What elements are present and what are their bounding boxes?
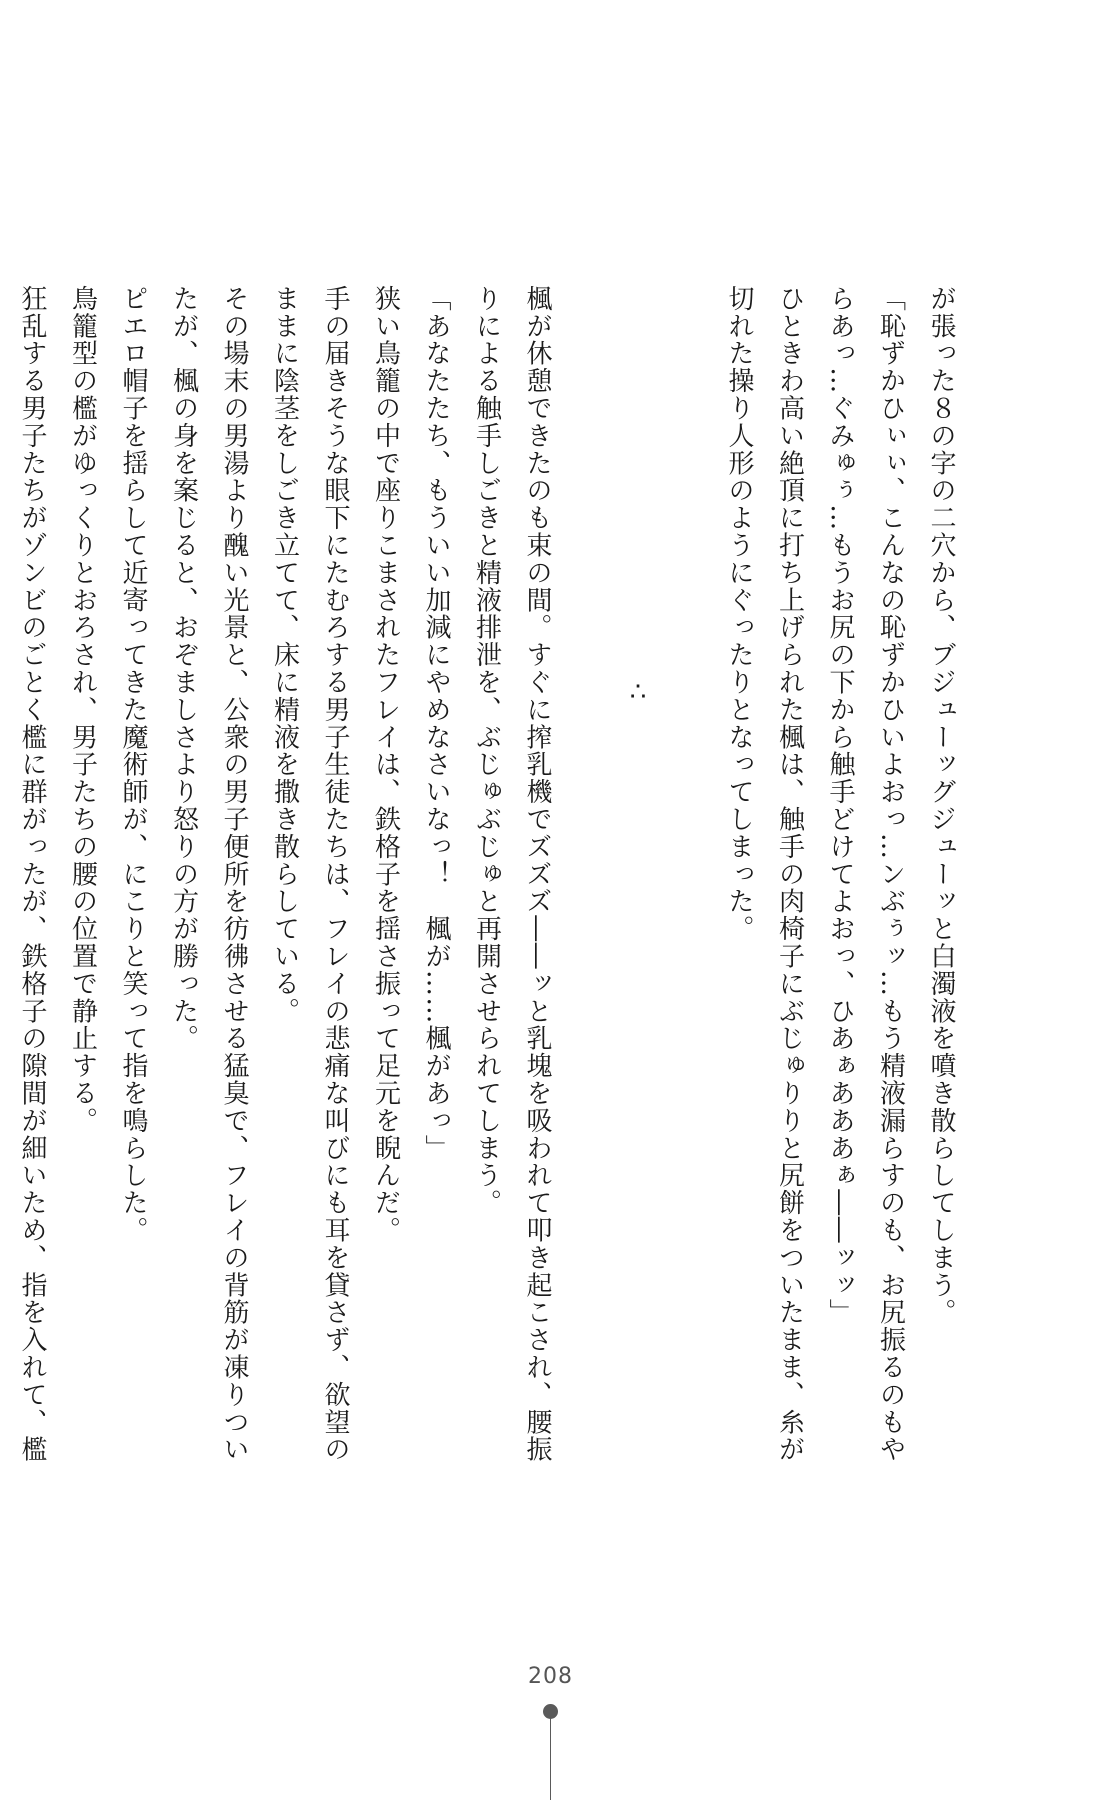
paragraph: 狭い鳥籠の中で座りこまされたフレイは、鉄格子を揺さ振って足元を睨んだ。 xyxy=(370,285,401,1244)
paragraph: 鳥籠型の檻がゆっくりとおろされ、男子たちの腰の位置で静止する。 xyxy=(67,285,98,1135)
blank-line xyxy=(562,285,613,1465)
paragraph: その場末の男湯より醜い光景と、公衆の男子便所を彷彿させる猛臭で、フレイの背筋が凍りついたが、楓の身を案じると、おぞましさより怒りの方が勝った。 xyxy=(168,285,249,1464)
paragraph: 手の届きそうな眼下にたむろする男子生徒たちは、フレイの悲痛な叫びにも耳を貸さず、欲望のままに陰茎をしごき立てて、床に精液を撒き散らしている。 xyxy=(269,285,350,1464)
paragraph: 楓が休憩できたのも束の間。すぐに搾乳機でズズズ――ッと乳塊を吸われて叩き起こされ、腰振りによる触手しごきと精液排泄を、ぶじゅぶじゅと再開させられてしまう。 xyxy=(471,285,552,1464)
paragraph: 「あなたたち、もういい加減にやめなさいなっ！ 楓が……楓があっ」 xyxy=(421,285,451,1162)
page-number: 208 xyxy=(528,1664,573,1689)
blank-line xyxy=(663,285,714,1465)
vertical-text-body xyxy=(0,285,966,1465)
paragraph: 「恥ずかひぃぃ、こんなの恥ずかひいよおっ…ンぶぅッ…もう精液漏らすのも、お尻振るのもやらあっ…ぐみゅぅ…もうお尻の下から触手どけてよおっ、ひあぁあああぁ――ッッ」 xyxy=(825,285,906,1464)
paragraph: が張った８の字の二穴から、ブジューッグジューッと白濁液を噴き散らしてしまう。 xyxy=(926,285,956,1327)
scene-break-mark: ∴ xyxy=(623,677,653,709)
paragraph: 狂乱する男子たちがゾンビのごとく檻に群がったが、鉄格子の隙間が細いため、指を入れて、檻 xyxy=(17,285,47,1464)
paragraph: ピエロ帽子を揺らして近寄ってきた魔術師が、にこりと笑って指を鳴らした。 xyxy=(118,285,148,1244)
folio-line-ornament xyxy=(550,1713,551,1800)
paragraph: ひときわ高い絶頂に打ち上げられた楓は、触手の肉椅子にぶじゅりりと尻餅をついたまま、糸が切れた操り人形のようにぐったりとなってしまった。 xyxy=(724,285,805,1464)
